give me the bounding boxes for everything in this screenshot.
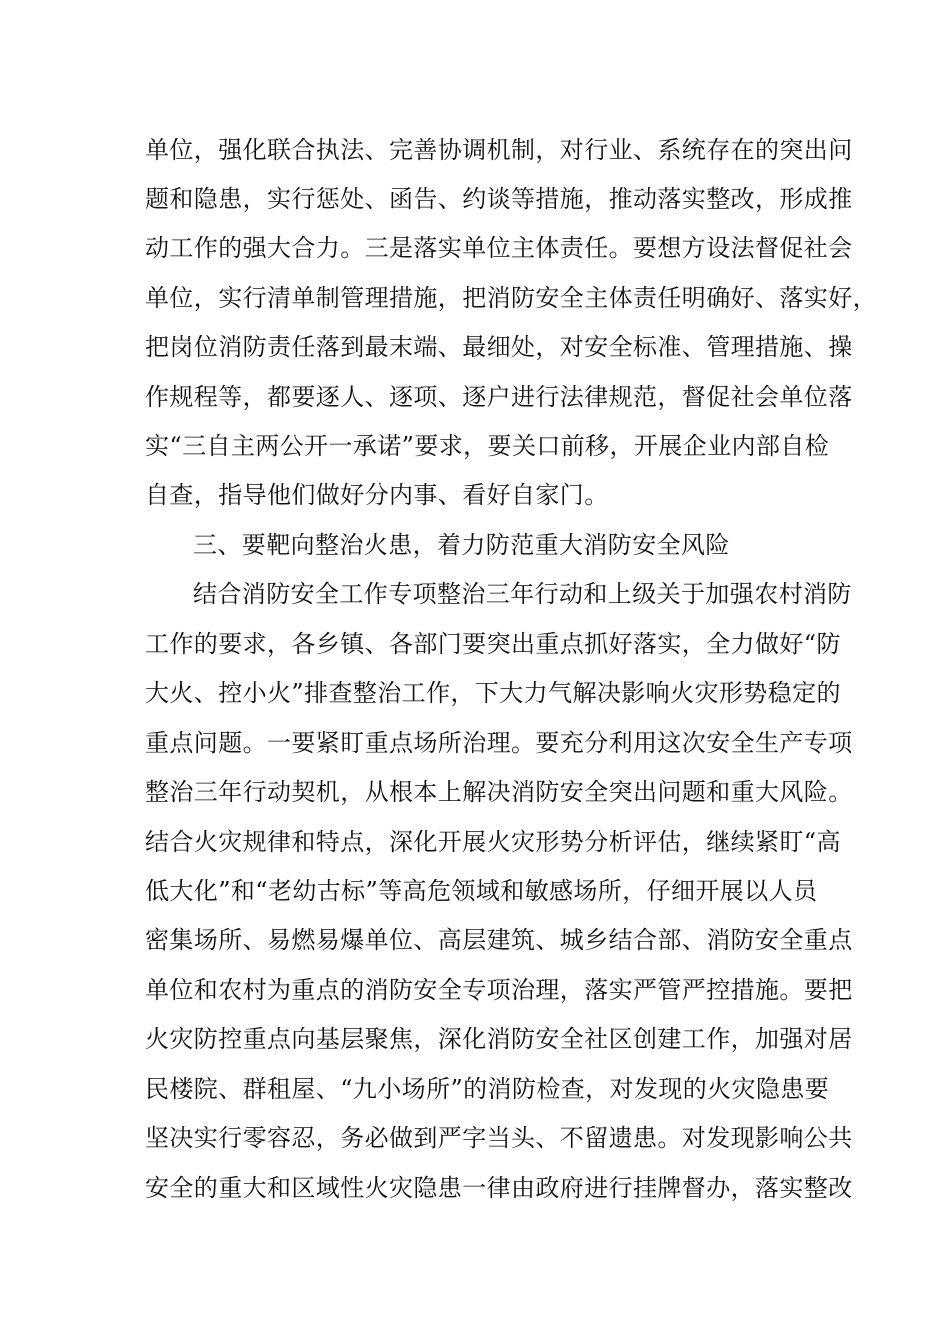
text-line-8: 自查，指导他们做好分内事、看好自家门。	[145, 481, 609, 509]
text-line-20: 民楼院、群租屋、“九小场所”的消防检查，对发现的火灾隐患要	[145, 1075, 830, 1103]
text-line-4: 单位，实行清单制管理措施，把消防安全主体责任明确好、落实好，	[145, 284, 877, 312]
text-line-19: 火灾防控重点向基层聚焦，深化消防安全社区创建工作，加强对居	[145, 1025, 853, 1053]
text-line-7: 实“三自主两公开一承诺”要求，要关口前移，开展企业内部自检	[145, 432, 830, 460]
text-line-15: 结合火灾规律和特点，深化开展火灾形势分析评估，继续紧盯“高	[145, 828, 841, 856]
text-line-17: 密集场所、易燃易爆单位、高层建筑、城乡结合部、消防安全重点	[145, 926, 853, 954]
text-line-10: 结合消防安全工作专项整治三年行动和上级关于加强农村消防	[193, 580, 852, 608]
text-line-12: 大火、控小火”排查整治工作，下大力气解决影响火灾形势稳定的	[145, 679, 841, 707]
text-line-2: 题和隐患，实行惩处、函告、约谈等措施，推动落实整改，形成推	[145, 185, 853, 213]
text-line-14: 整治三年行动契机，从根本上解决消防安全突出问题和重大风险。	[145, 778, 853, 806]
text-line-6: 作规程等，都要逐人、逐项、逐户进行法律规范，督促社会单位落	[145, 383, 853, 411]
text-line-18: 单位和农村为重点的消防安全专项治理，落实严管严控措施。要把	[145, 976, 853, 1004]
text-line-1: 单位，强化联合执法、完善协调机制，对行业、系统存在的突出问	[145, 136, 853, 164]
text-line-3: 动工作的强大合力。三是落实单位主体责任。要想方设法督促社会	[145, 234, 853, 262]
text-line-21: 坚决实行零容忍，务必做到严字当头、不留遗患。对发现影响公共	[145, 1124, 853, 1152]
section-heading: 三、要靶向整治火患，着力防范重大消防安全风险	[193, 531, 730, 559]
text-line-11: 工作的要求，各乡镇、各部门要突出重点抓好落实，全力做好“防	[145, 630, 841, 658]
text-line-16: 低大化”和“老幼古标”等高危领域和敏感场所，仔细开展以人员	[145, 877, 818, 905]
text-line-22: 安全的重大和区域性火灾隐患一律由政府进行挂牌督办，落实整改	[145, 1174, 853, 1202]
text-line-13: 重点问题。一要紧盯重点场所治理。要充分利用这次安全生产专项	[145, 729, 853, 757]
text-line-5: 把岗位消防责任落到最末端、最细处，对安全标准、管理措施、操	[145, 333, 853, 361]
